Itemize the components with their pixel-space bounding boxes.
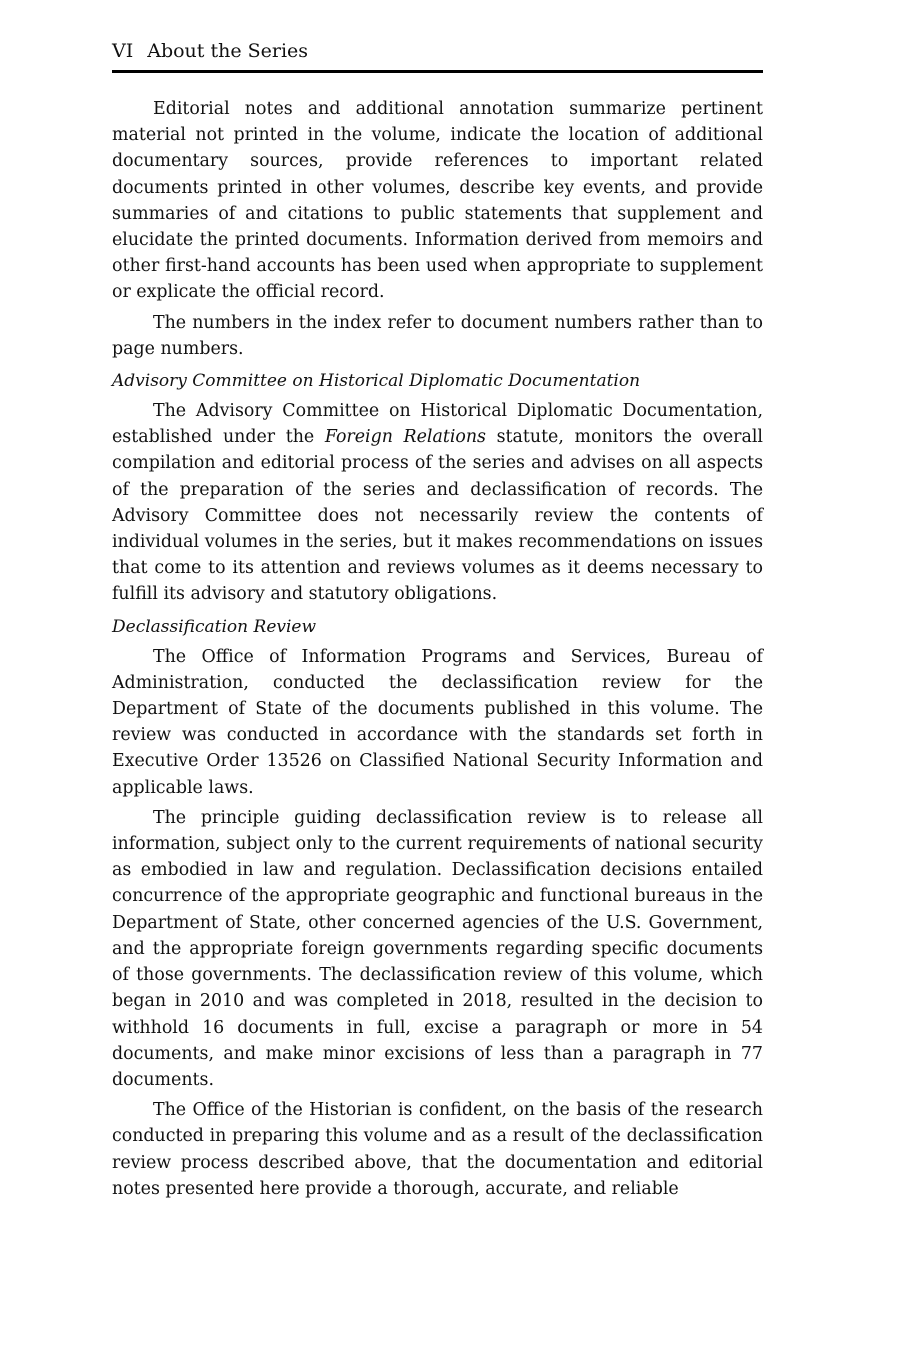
running-header (112, 38, 763, 73)
running-title: About the Series (147, 40, 309, 62)
page-body (112, 96, 763, 1206)
heading-advisory-committee: Advisory Committee on Historical Diplomatic Documentation (112, 371, 641, 392)
paragraph-advisory-committee (112, 398, 763, 608)
paragraph-historian-confidence: The Office of the Historian is confident, on the basis of the research conducted in preparing this volume and as a result of the declassification review process described above, that the documentation and editorial notes presented here provide a thorough, accurate, and reliable (112, 1100, 763, 1199)
paragraph-index-numbers: The numbers in the index refer to document numbers rather than to page numbers. (112, 312, 763, 359)
advisory-committee-text-start: The Advisory Committee on Historical Diplomatic Documentation, established under the (112, 401, 763, 448)
page-number: VI (112, 40, 134, 62)
foreign-relations-title-ref: Foreign Relations (324, 427, 486, 448)
heading-declassification-review: Declassification Review (112, 616, 317, 637)
paragraph-declassification-office: The Office of Information Programs and Services, Bureau of Administration, conducted the declassification review for the Department of State of the documents published in this volume. The review was conducted in accordance with the standards set forth in Executive Order 13526 on Classified National Security Information and applicable laws. (112, 646, 763, 798)
paragraph-editorial-notes: Editorial notes and additional annotation summarize pertinent material not printed in the volume, indicate the location of additional documentary sources, provide references to important related documents printed in other volumes, describe key events, and provide summaries of and citations to public statements that supplement and elucidate the printed documents. Information derived from memoirs and other first-hand accounts has been used when appropriate to supplement or explicate the official record. (112, 99, 763, 303)
advisory-committee-text-end: statute, monitors the overall compilation and editorial process of the series and advises on all aspects of the preparation of the series and declassification of records. The Advisory Committee does not necessarily review the contents of individual volumes in the series, but it makes recommendations on issues that come to its attention and reviews volumes as it deems necessary to fulfill its advisory and statutory obligations. (112, 427, 763, 605)
paragraph-declassification-principle: The principle guiding declassification review is to release all information, subject only to the current requirements of national security as embodied in law and regulation. Declassification decisions entailed concurrence of the appropriate geographic and functional bureaus in the Department of State, other concerned agencies of the U.S. Government, and the appropriate foreign governments regarding specific documents of those governments. The declassification review of this volume, which began in 2010 and was completed in 2018, resulted in the decision to withhold 16 documents in full, excise a paragraph or more in 54 documents, and make minor excisions of less than a paragraph in 77 documents. (112, 807, 763, 1090)
